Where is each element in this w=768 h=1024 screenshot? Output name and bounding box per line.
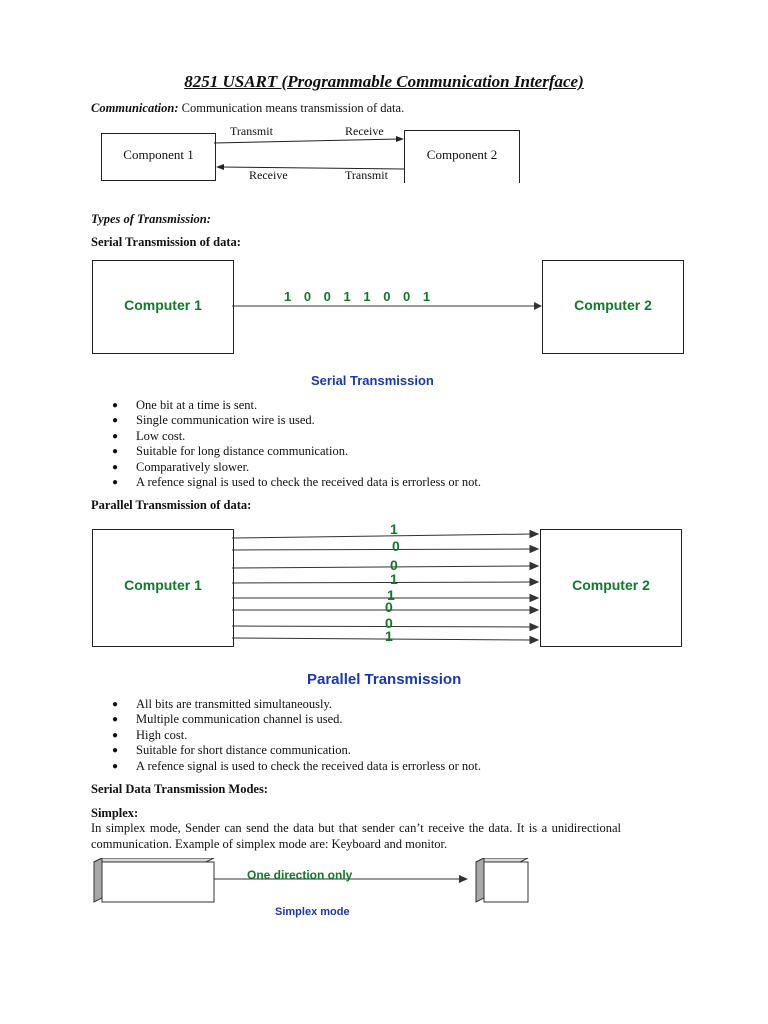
bottom-left-label: Receive bbox=[249, 168, 288, 182]
types-heading: Types of Transmission: bbox=[91, 212, 211, 226]
parallel-arrow-line bbox=[232, 549, 532, 550]
list-item: ● A refence signal is used to check the received data is errorless or not. bbox=[112, 759, 481, 774]
parallel-arrowhead bbox=[530, 579, 538, 586]
list-item: ● One bit at a time is sent. bbox=[112, 398, 481, 413]
serial-heading: Serial Transmission of data: bbox=[91, 235, 241, 249]
parallel-arrowhead bbox=[530, 531, 538, 538]
simplex-box-2 bbox=[484, 862, 528, 902]
receive-arrowhead bbox=[216, 164, 224, 170]
serial-caption: Serial Transmission bbox=[311, 373, 434, 388]
parallel-bit: 1 bbox=[390, 571, 398, 587]
simplex-diagram bbox=[90, 858, 530, 908]
parallel-bit: 0 bbox=[385, 615, 393, 631]
parallel-bit: 1 bbox=[390, 521, 398, 537]
parallel-arrow-line bbox=[232, 638, 532, 640]
parallel-caption: Parallel Transmission bbox=[307, 671, 462, 688]
parallel-bit: 0 bbox=[385, 599, 393, 615]
simplex-arrowhead bbox=[459, 875, 468, 883]
parallel-arrowhead bbox=[530, 607, 538, 614]
simplex-heading: Simplex: bbox=[91, 806, 139, 820]
serial-computer-2-label: Computer 2 bbox=[574, 297, 652, 313]
transmit-arrowhead bbox=[396, 136, 404, 142]
page-title: 8251 USART (Programmable Communication Interface) bbox=[184, 72, 584, 91]
list-item: ● Comparatively slower. bbox=[112, 460, 481, 475]
parallel-bit: 1 bbox=[387, 587, 395, 603]
parallel-arrowhead bbox=[530, 595, 538, 602]
simplex-caption: Simplex mode bbox=[275, 906, 350, 918]
list-item: ● All bits are transmitted simultaneously. bbox=[112, 697, 481, 712]
parallel-bit: 1 bbox=[385, 628, 393, 644]
serial-computer-1-label: Computer 1 bbox=[124, 297, 202, 313]
list-item: ● Suitable for short distance communication. bbox=[112, 743, 481, 758]
parallel-arrow-line bbox=[232, 566, 532, 568]
list-item: ● Low cost. bbox=[112, 429, 481, 444]
parallel-arrowhead bbox=[530, 624, 538, 631]
simplex-box-2-side bbox=[476, 858, 484, 902]
parallel-arrowhead bbox=[530, 637, 538, 644]
list-item: ● Single communication wire is used. bbox=[112, 413, 481, 428]
parallel-computer-2-label: Computer 2 bbox=[572, 577, 650, 593]
communication-label: Communication: bbox=[91, 101, 179, 115]
parallel-computer-1-label: Computer 1 bbox=[124, 577, 202, 593]
simplex-box-1-top bbox=[94, 858, 214, 862]
list-item: ● High cost. bbox=[112, 728, 481, 743]
serial-bits: 1 0 0 1 1 0 0 1 bbox=[284, 289, 431, 304]
parallel-bit: 0 bbox=[392, 538, 400, 554]
serial-bullet-list bbox=[112, 398, 481, 490]
parallel-arrow-line bbox=[232, 626, 532, 627]
parallel-heading: Parallel Transmission of data: bbox=[91, 498, 252, 512]
list-item: ● Multiple communication channel is used. bbox=[112, 712, 481, 727]
modes-heading: Serial Data Transmission Modes: bbox=[91, 782, 268, 796]
bottom-right-label: Transmit bbox=[345, 168, 388, 182]
parallel-bullet-list bbox=[112, 697, 481, 774]
parallel-arrow-line bbox=[232, 534, 532, 538]
parallel-arrowhead bbox=[530, 546, 538, 553]
top-left-label: Transmit bbox=[230, 124, 273, 138]
simplex-arrow-label: One direction only bbox=[247, 868, 353, 882]
simplex-box-1-side bbox=[94, 858, 102, 902]
top-right-label: Receive bbox=[345, 124, 384, 138]
communication-line bbox=[91, 101, 404, 116]
simplex-box-1 bbox=[102, 862, 214, 902]
component-1-label: Component 1 bbox=[123, 147, 194, 162]
list-item: ● A refence signal is used to check the received data is errorless or not. bbox=[112, 475, 481, 490]
parallel-bit: 0 bbox=[390, 557, 398, 573]
simplex-paragraph: In simplex mode, Sender can send the data but that sender can’t receive the data. It is a unidirectional communication. Example of simplex mode are: Keyboard and monitor. bbox=[91, 821, 621, 851]
list-item: ● Suitable for long distance communication. bbox=[112, 444, 481, 459]
serial-arrowhead bbox=[534, 302, 542, 310]
transmit-arrow-line bbox=[214, 139, 400, 143]
parallel-arrow-line bbox=[232, 582, 532, 583]
parallel-arrowhead bbox=[530, 563, 538, 570]
component-2-label: Component 2 bbox=[426, 147, 498, 162]
communication-text: Communication means transmission of data. bbox=[178, 101, 405, 115]
